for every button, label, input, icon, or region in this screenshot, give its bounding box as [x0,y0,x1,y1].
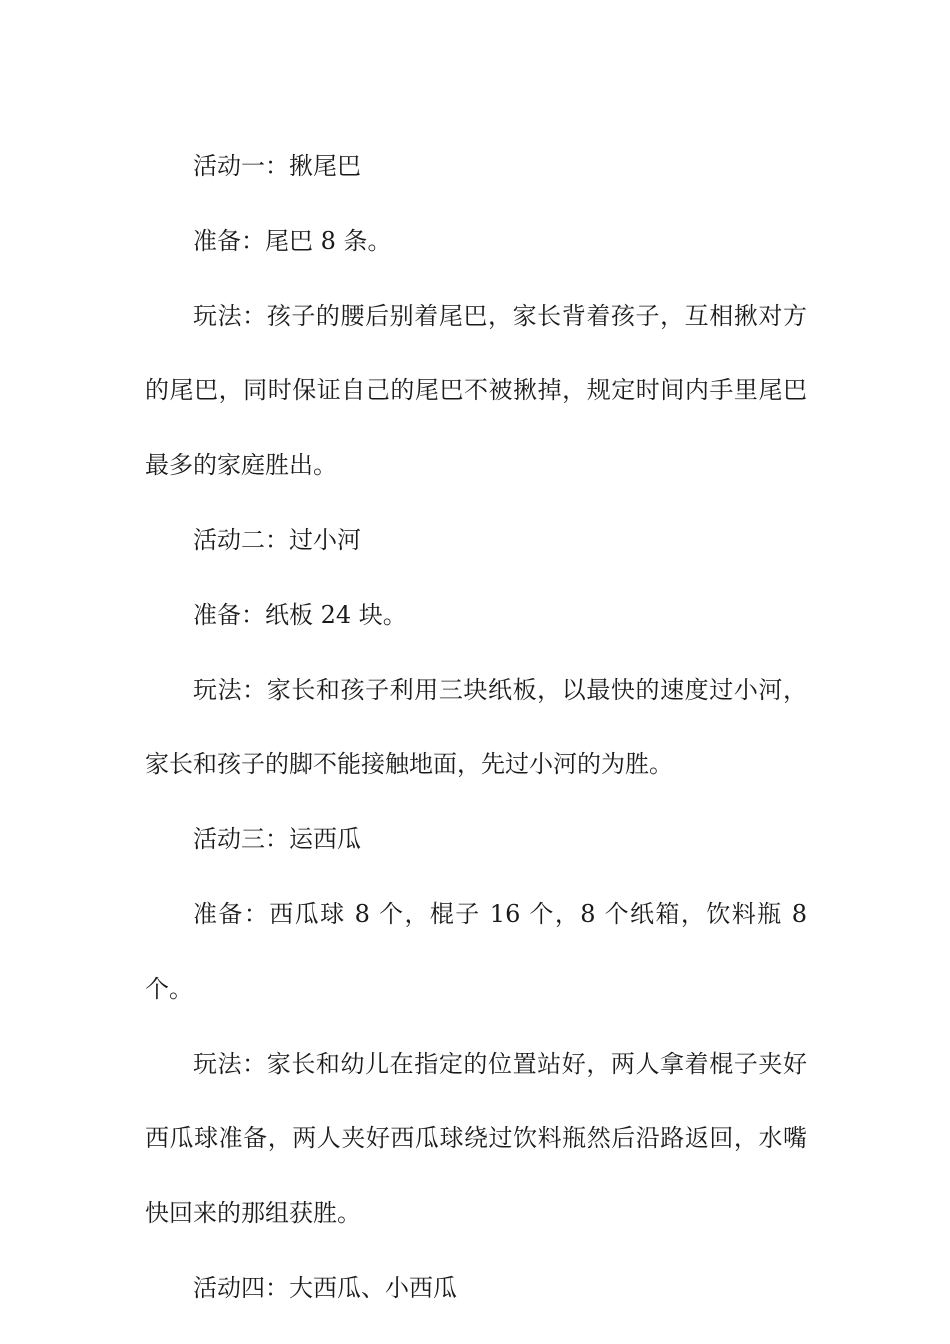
activity-1-preparation: 准备：尾巴 8 条。 [193,226,392,255]
activity-3-rules: 玩法：家长和幼儿在指定的位置站好，两人拿着棍子夹好西瓜球准备，两人夹好西瓜球绕过饮料瓶然后沿路返回，水嘴快回来的那组获胜。 [145,1049,807,1228]
activity-3-heading: 活动三：运西瓜 [193,825,361,854]
document-body [145,129,807,1326]
activity-2-rules: 玩法：家长和孩子利用三块纸板，以最快的速度过小河，家长和孩子的脚不能接触地面，先过小河的为胜。 [145,675,807,779]
activity-2-heading: 活动二：过小河 [193,525,361,554]
activity-2-preparation: 准备：纸板 24 块。 [193,600,407,629]
activity-3-preparation: 准备：西瓜球 8 个，棍子 16 个，8 个纸箱，饮料瓶 8 个。 [145,899,807,1003]
activity-1-rules: 玩法：孩子的腰后别着尾巴，家长背着孩子，互相揪对方的尾巴，同时保证自己的尾巴不被揪掉，规定时间内手里尾巴最多的家庭胜出。 [145,301,807,480]
activity-1-heading: 活动一：揪尾巴 [193,152,361,180]
activity-4-heading: 活动四：大西瓜、小西瓜 [193,1273,457,1302]
